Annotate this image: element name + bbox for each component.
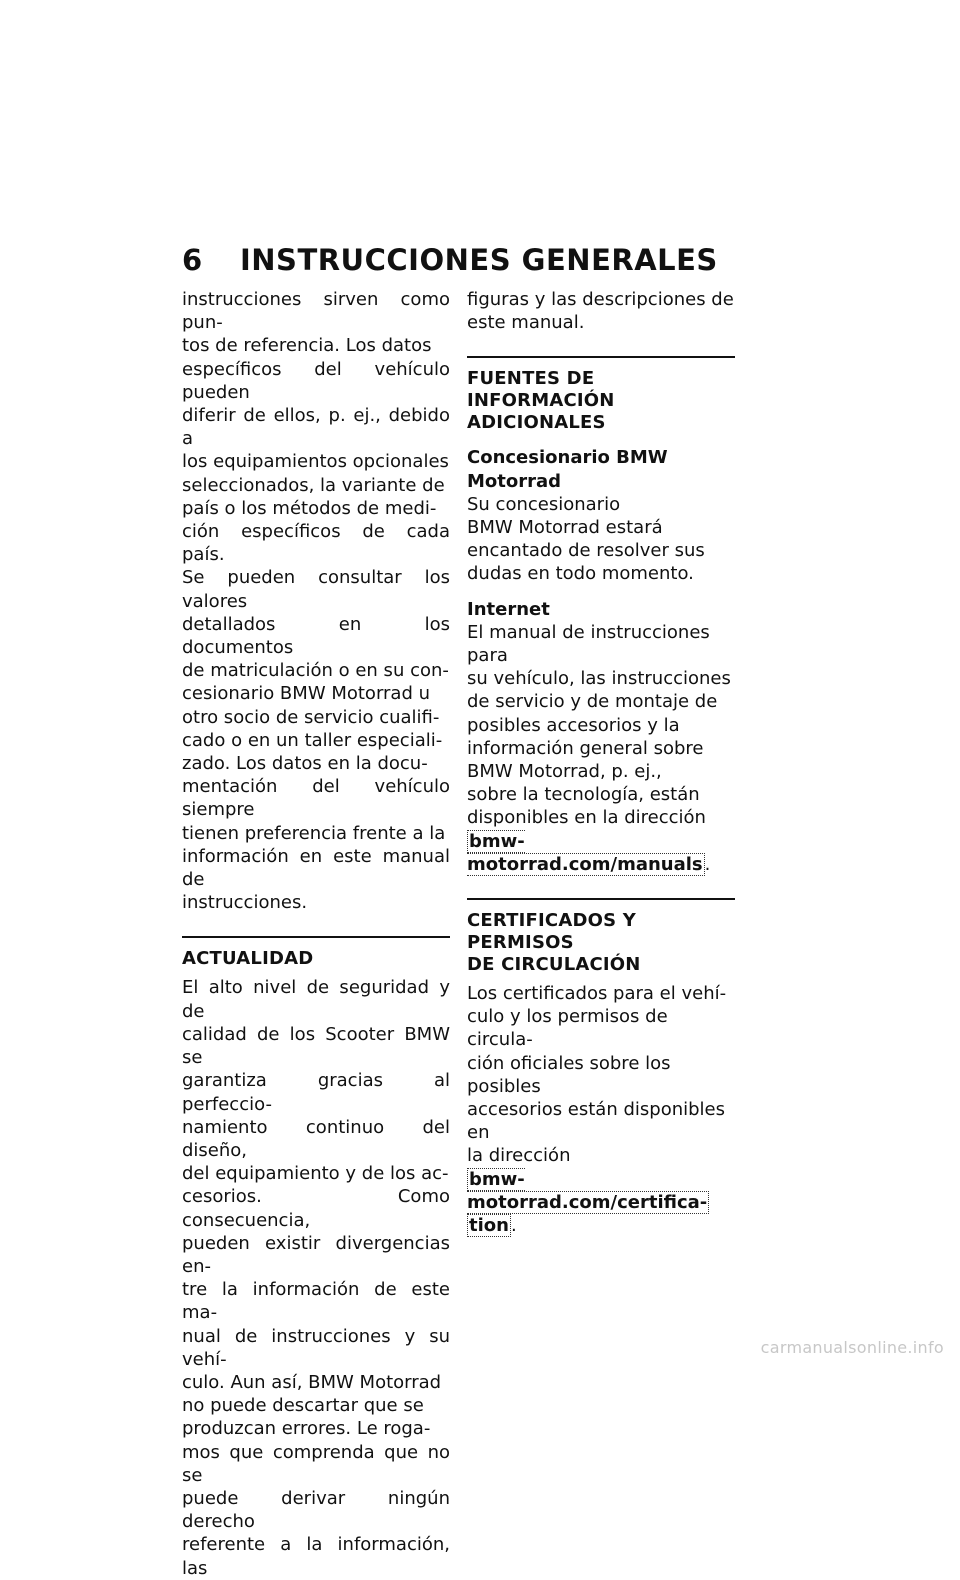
actualidad-paragraph: El alto nivel de seguridad y de calidad de los Scooter BMW se garantiza gracias al perfeccio- namiento continuo del diseño, del equipamiento y de los ac- cesorios. Como consecuencia, pueden existir divergencias en- tre la información de este ma- nual de instrucciones y su vehí- culo. Aun así, BMW Motorrad no puede descartar que se produzcan errores. Le roga- mos que comprenda que no se puede derivar ningún derecho referente a la información, las bbox=[182, 977, 450, 1579]
left-column bbox=[182, 288, 450, 1580]
section-title-certificados: CERTIFICADOS Y PERMISOS DE CIRCULACIÓN bbox=[467, 910, 641, 976]
right-column bbox=[467, 288, 735, 1237]
continuation-paragraph: figuras y las descripciones de este manual. bbox=[467, 289, 734, 334]
intro-paragraph: instrucciones sirven como pun- tos de referencia. Los datos específicos del vehículo pueden diferir de ellos, p. ej., debido a los equipamientos opcionales seleccionados, la variante de país o los métodos de medi- ción específicos de cada país. Se pueden consultar los valores detallados en los documentos de matriculación o en su con- cesionario BMW Motorrad u otro socio de servicio cualifi- cado o en un taller especiali- zado. Los datos en la docu- mentación del vehículo siempre tienen preferencia frente a la información en este manual de instrucciones. bbox=[182, 289, 450, 914]
certification-link[interactable]: bmw-motorrad.com/certifica- bbox=[467, 1168, 708, 1213]
section-title-actualidad: ACTUALIDAD bbox=[182, 948, 314, 970]
section-title-fuentes: FUENTES DE INFORMACIÓN ADICIONALES bbox=[467, 368, 615, 434]
internet-heading: Internet bbox=[467, 598, 550, 620]
chapter-title bbox=[182, 242, 718, 278]
section-divider bbox=[182, 936, 450, 938]
internet-paragraph: El manual de instrucciones para su vehículo, las instrucciones de servicio y de montaje de posibles accesorios y la información general sobre BMW Motorrad, p. ej., sobre la tecnología, están disponibles en la dirección bmw-motorrad.com/manuals . bbox=[467, 621, 731, 875]
watermark: carmanualsonline.info bbox=[760, 1338, 944, 1357]
certificados-paragraph: Los certificados para el vehí- culo y los permisos de circula- ción oficiales sobre los posibles accesorios están disponibles en la dirección bmw-motorrad.com/certifica- tion . bbox=[467, 983, 727, 1237]
dealer-heading: Concesionario BMW Motorrad bbox=[467, 447, 668, 492]
manuals-link[interactable]: bmw-motorrad.com/manuals bbox=[467, 830, 703, 875]
chapter-number: 6 bbox=[182, 243, 203, 277]
dealer-paragraph: Su concesionario BMW Motorrad estará encantado de resolver sus dudas en todo momento. bbox=[467, 493, 705, 585]
section-divider bbox=[467, 898, 735, 900]
section-divider bbox=[467, 356, 735, 358]
certification-link-cont[interactable]: tion bbox=[469, 1215, 509, 1237]
chapter-title-text: INSTRUCCIONES GENERALES bbox=[240, 243, 718, 277]
